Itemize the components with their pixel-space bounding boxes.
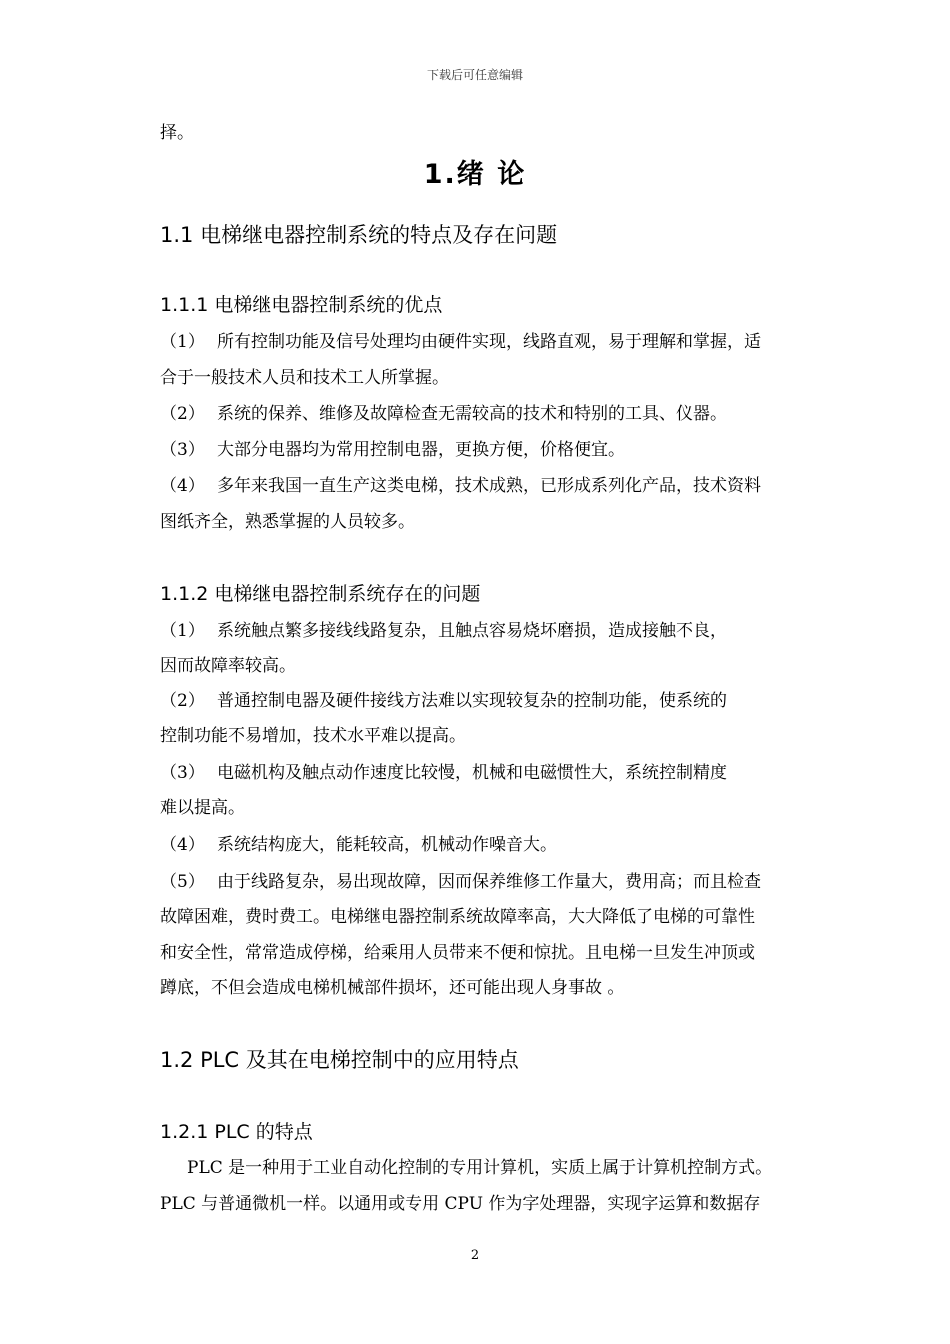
subsection-1-1-2-title: 1.1.2 电梯继电器控制系统存在的问题 <box>160 583 481 605</box>
item-number: （2） <box>160 404 205 424</box>
item-number: （3） <box>160 763 205 783</box>
subsection-1-2-1-title: 1.2.1 PLC 的特点 <box>160 1121 313 1143</box>
item-number: （5） <box>160 872 205 892</box>
lead-in-text: 择。 <box>160 123 194 143</box>
page-number: 2 <box>470 1248 480 1263</box>
section-1-2-title: 1.2 PLC 及其在电梯控制中的应用特点 <box>160 1048 519 1072</box>
item-number: （4） <box>160 476 205 496</box>
list-item <box>160 331 761 353</box>
list-item <box>160 690 727 712</box>
list-item <box>160 620 727 642</box>
item-text: 大部分电器均为常用控制电器，更换方便，价格便宜。 <box>217 440 625 460</box>
list-item-continuation: 合于一般技术人员和技术工人所掌握。 <box>160 368 449 388</box>
item-text: 所有控制功能及信号处理均由硬件实现，线路直观，易于理解和掌握，适 <box>217 332 761 352</box>
item-number: （1） <box>160 621 205 641</box>
chapter-title: 1.绪 论 <box>423 159 527 190</box>
list-item <box>160 403 727 425</box>
list-item-continuation: 因而故障率较高。 <box>160 656 296 676</box>
item-text: 系统结构庞大，能耗较高，机械动作噪音大。 <box>217 835 557 855</box>
list-item <box>160 871 761 893</box>
page-header: 下载后可任意编辑 <box>426 68 523 82</box>
paragraph-line: PLC 与普通微机一样。以通用或专用 CPU 作为字处理器，实现字运算和数据存 <box>160 1194 761 1214</box>
list-item-continuation: 难以提高。 <box>160 798 245 818</box>
item-text: 多年来我国一直生产这类电梯，技术成熟，已形成系列化产品，技术资料 <box>217 476 761 496</box>
item-number: （3） <box>160 440 205 460</box>
item-text: 系统触点繁多接线线路复杂，且触点容易烧坏磨损，造成接触不良， <box>217 621 727 641</box>
subsection-1-1-1-title: 1.1.1 电梯继电器控制系统的优点 <box>160 294 443 316</box>
item-text: 系统的保养、维修及故障检查无需较高的技术和特别的工具、仪器。 <box>217 404 727 424</box>
list-item-continuation: 故障困难，费时费工。电梯继电器控制系统故障率高，大大降低了电梯的可靠性 <box>160 907 755 927</box>
item-text: 电磁机构及触点动作速度比较慢，机械和电磁惯性大，系统控制精度 <box>217 763 727 783</box>
list-item-continuation: 和安全性，常常造成停梯，给乘用人员带来不便和惊扰。且电梯一旦发生冲顶或 <box>160 943 755 963</box>
list-item <box>160 834 557 856</box>
item-number: （4） <box>160 835 205 855</box>
item-text: 由于线路复杂，易出现故障，因而保养维修工作量大，费用高；而且检查 <box>217 872 761 892</box>
list-item-continuation: 图纸齐全，熟悉掌握的人员较多。 <box>160 512 415 532</box>
item-number: （1） <box>160 332 205 352</box>
list-item <box>160 439 625 461</box>
list-item-continuation: 蹲底，不但会造成电梯机械部件损坏，还可能出现人身事故 。 <box>160 978 625 998</box>
item-number: （2） <box>160 691 205 711</box>
section-1-1-title: 1.1 电梯继电器控制系统的特点及存在问题 <box>160 223 558 247</box>
paragraph-line: PLC 是一种用于工业自动化控制的专用计算机，实质上属于计算机控制方式。 <box>187 1158 773 1178</box>
list-item <box>160 475 761 497</box>
list-item-continuation: 控制功能不易增加，技术水平难以提高。 <box>160 726 466 746</box>
item-text: 普通控制电器及硬件接线方法难以实现较复杂的控制功能，使系统的 <box>217 691 727 711</box>
list-item <box>160 762 727 784</box>
